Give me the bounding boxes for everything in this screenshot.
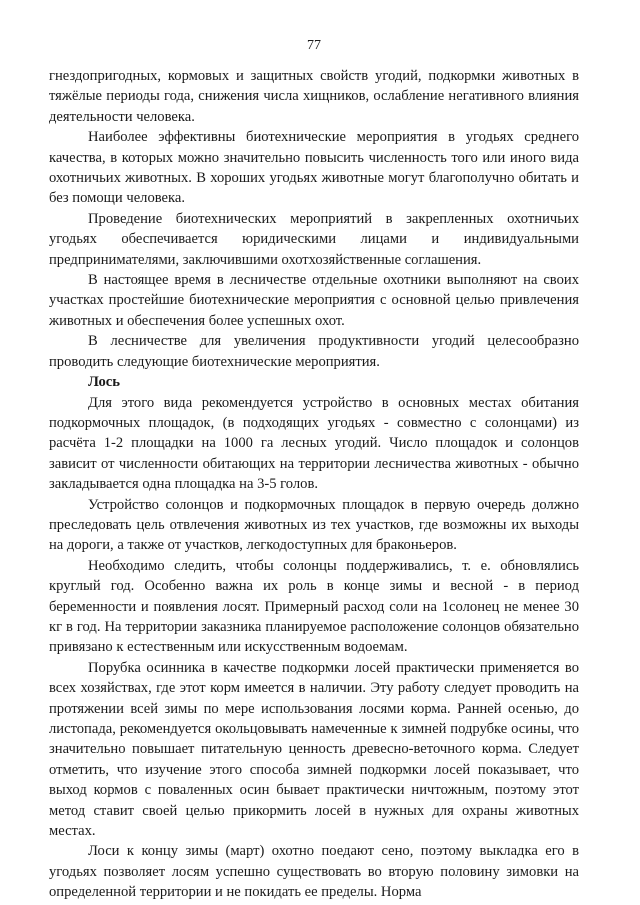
page-number: 77 <box>307 38 321 53</box>
paragraph: Лоси к концу зимы (март) охотно поедают сено, поэтому выкладка его в угодьях позволяет лосям успешно существовать во вторую половину зимовки на определенной территории и не покидать ее пределы. Норма <box>49 843 579 901</box>
paragraph: В лесничестве для увеличения продуктивности угодий целесообразно проводить следующие биотехнические мероприятия. <box>49 333 579 370</box>
paragraph: Для этого вида рекомендуется устройство в основных местах обитания подкормочных площадок, (в подходящих угодьях - совместно с солонцами) из расчёта 1-2 площадки на 1000 га лесных угодий. Число площадок и солонцов зависит от численности обитающих на территории лесничества животных - обычно закладывается одна площадка на 3-5 голов. <box>49 394 579 493</box>
paragraph: В настоящее время в лесничестве отдельные охотники выполняют на своих участках простейшие биотехнические мероприятия с основной целью привлечения животных и обеспечения более успешных охот. <box>49 272 579 329</box>
paragraph: Проведение биотехнических мероприятий в закрепленных охотничьих угодьях обеспечивается юридическими лицами и индивидуальными предпринимателями, заключившими охотхозяйственные соглашения. <box>49 210 579 268</box>
paragraph: Наиболее эффективны биотехнические мероприятия в угодьях среднего качества, в которых можно значительно повысить численность того или иного вида охотничьих животных. В хороших угодьях животные могут благополучно обитать и без помощи человека. <box>49 129 579 207</box>
page-body <box>49 66 579 903</box>
paragraph: Порубка осинника в качестве подкормки лосей практически применяется во всех хозяйствах, где этот корм имеется в наличии. Эту работу следует проводить на протяжении всей зимы по мере использования лосями корма. Ранней осенью, до листопада, рекомендуется окольцовывать намеченные к зимней подрубке осины, что значительно повышает питательную ценность древесно-веточного корма. Следует отметить, что изучение этого способа зимней подкормки лосей показывает, что выход кормов с поваленных осин бывает практически ничтожным, поэтому этот метод ставит своей целью прикормить лосей в нужных для охраны животных местах. <box>49 659 579 840</box>
paragraph: Устройство солонцов и подкормочных площадок в первую очередь должно преследовать цель отвлечения животных из тех участков, где возможны их выходы на дороги, а также от участков, легкодоступных для браконьеров. <box>49 496 579 554</box>
paragraph-continuation: гнездопригодных, кормовых и защитных свойств угодий, подкормки животных в тяжёлые периоды года, снижения числа хищников, ослабление негативного влияния деятельности человека. <box>49 68 579 125</box>
paragraph: Необходимо следить, чтобы солонцы поддерживались, т. е. обновлялись круглый год. Особенно важна их роль в конце зимы и весной - в период беременности и появления лосят. Примерный расход соли на 1солонец не менее 30 кг в год. На территории заказника планируемое расположение солонцов обязательно привязано к естественным или искусственным водоемам. <box>49 557 579 656</box>
section-heading: Лось <box>88 374 121 391</box>
